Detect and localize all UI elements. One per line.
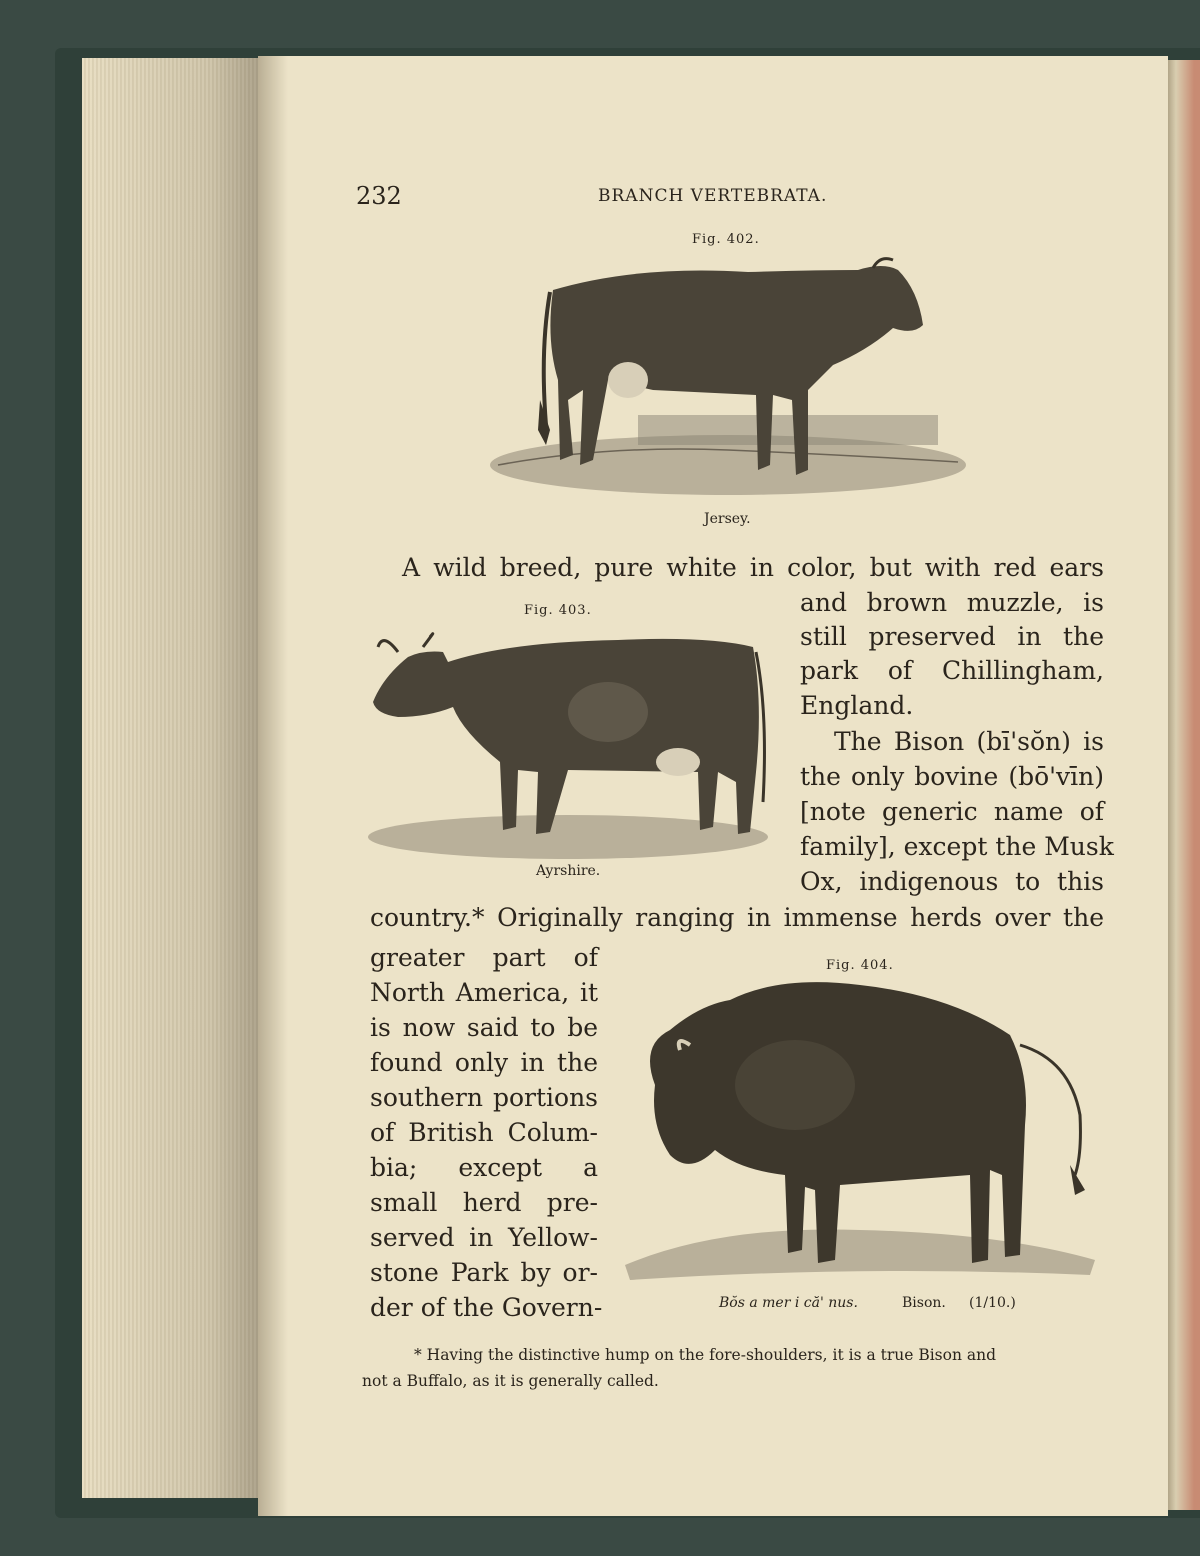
bison-illustration [620,975,1100,1295]
fig-404-caption-scientific: Bŏs a mer i că' nus. [719,1295,858,1311]
paragraph-line: still preserved in the [800,622,1104,651]
page-edges [82,58,262,1498]
ayrshire-cow-illustration [368,622,778,862]
footnote-line: * Having the distinctive hump on the fore-shoulders, it is a true Bison and [414,1346,997,1364]
fig-404-caption: Bison. [902,1295,946,1311]
fig-403-label: Fig. 403. [524,603,592,618]
paragraph-line: the only bovine (bō'vīn) [800,762,1104,791]
fig-403-caption: Ayrshire. [536,863,601,879]
paragraph-line: stone Park by or- [370,1258,598,1287]
paragraph-line: North America, it [370,978,598,1007]
fig-404-label: Fig. 404. [826,958,894,973]
paragraph-line: A wild breed, pure white in color, but with red ears [402,553,1104,582]
paragraph-line: [note generic name of [800,797,1104,826]
paragraph-line: found only in the [370,1048,598,1077]
paragraph-line: Ox, indigenous to this [800,867,1104,896]
fig-402-caption: Jersey. [704,511,751,527]
fig-402-label: Fig. 402. [692,232,760,247]
paragraph-line: small herd pre- [370,1188,598,1217]
paragraph-line: The Bison (bī'sŏn) is [834,727,1104,756]
paragraph-line: England. [800,691,914,720]
page-number: 232 [356,182,402,210]
paragraph-line: and brown muzzle, is [800,588,1104,617]
paragraph-line: family], except the Musk [800,832,1114,861]
paragraph-line: park of Chillingham, [800,656,1104,685]
fig-404-scale: (1/10.) [969,1295,1016,1311]
paragraph-line: country.* Originally ranging in immense herds over the [370,903,1104,932]
paragraph-line: is now said to be [370,1013,598,1042]
footnote-line: not a Buffalo, as it is generally called. [362,1372,659,1390]
paragraph-line: greater part of [370,943,598,972]
paragraph-line: served in Yellow- [370,1223,598,1252]
paragraph-line: bia; except a [370,1153,598,1182]
paragraph-line: southern portions [370,1083,598,1112]
jersey-cow-illustration [488,250,968,510]
running-head: BRANCH VERTEBRATA. [598,186,828,206]
paragraph-line: der of the Govern- [370,1293,603,1322]
paragraph-line: of British Colum- [370,1118,598,1147]
